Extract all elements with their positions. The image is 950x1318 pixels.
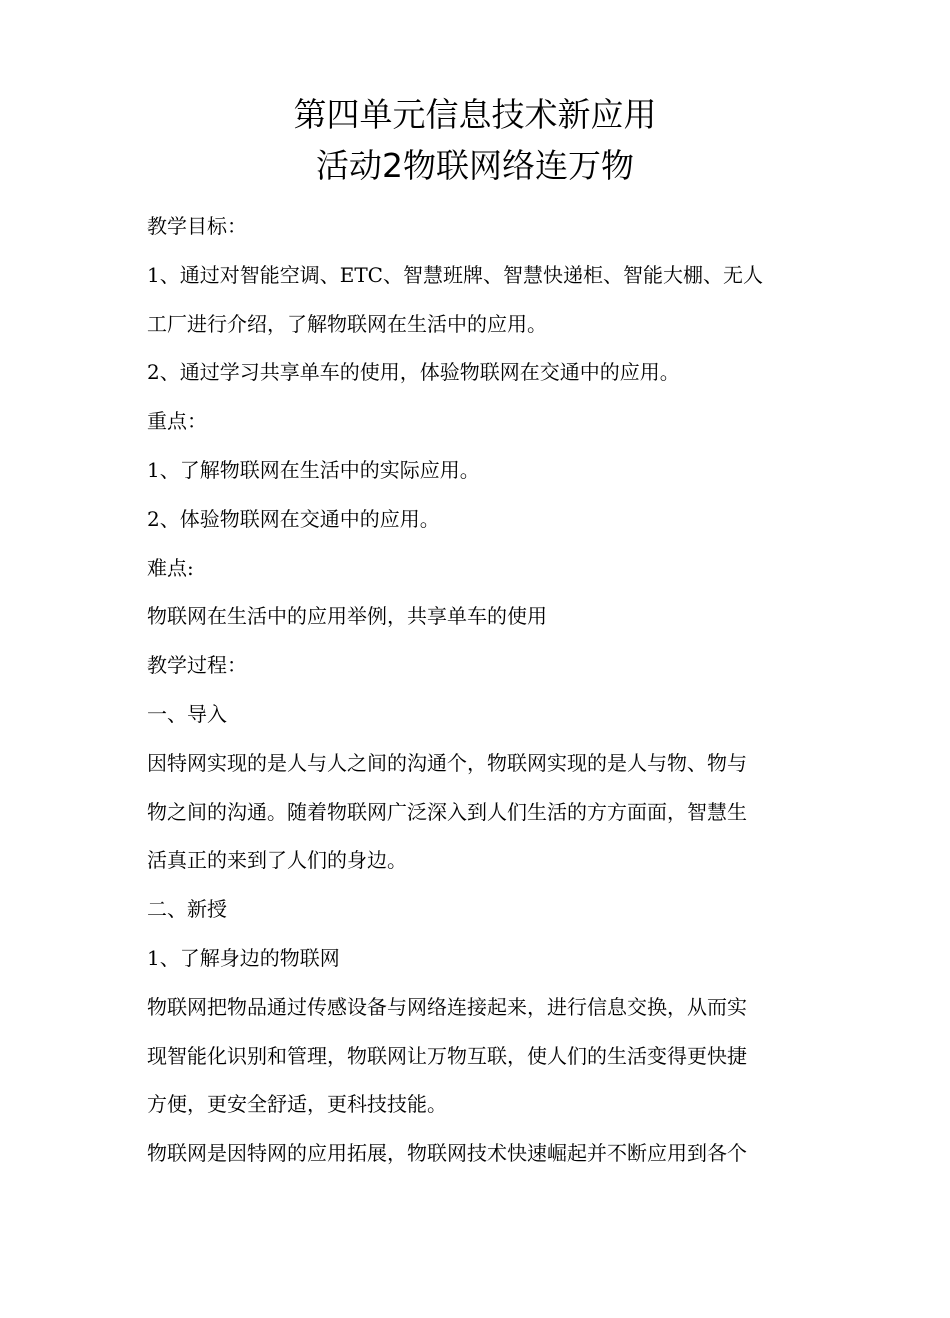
introduction-line-2: 物之间的沟通。随着物联网广泛深入到人们生活的方方面面，智慧生 — [147, 799, 747, 824]
goal-1-line-2: 工厂进行介绍，了解物联网在生活中的应用。 — [147, 311, 547, 336]
section-introduction: 一、导入 — [147, 701, 227, 726]
document-title-activity: 活动2物联网络连万物 — [316, 146, 634, 185]
section-new-lesson: 二、新授 — [147, 897, 227, 922]
document-body — [147, 202, 807, 1178]
introduction-line-3: 活真正的来到了人们的身边。 — [147, 848, 407, 873]
goal-1-line-1: 1、通过对智能空调、ETC、智慧班牌、智慧快递柜、智能大棚、无人 — [147, 262, 763, 287]
introduction-line-1: 因特网实现的是人与人之间的沟通个，物联网实现的是人与物、物与 — [147, 750, 747, 775]
iot-paragraph-line-1: 物联网把物品通过传感设备与网络连接起来，进行信息交换，从而实 — [147, 994, 747, 1019]
subsection-iot-around-us: 1、了解身边的物联网 — [147, 945, 340, 970]
key-point-1: 1、了解物联网在生活中的实际应用。 — [147, 457, 480, 482]
heading-teaching-process: 教学过程： — [147, 653, 247, 678]
key-point-2: 2、体验物联网在交通中的应用。 — [147, 506, 440, 531]
difficulty-text: 物联网在生活中的应用举例，共享单车的使用 — [147, 604, 547, 629]
document-title-unit: 第四单元信息技术新应用 — [293, 95, 657, 134]
heading-key-points: 重点： — [147, 409, 207, 434]
goal-2: 2、通过学习共享单车的使用，体验物联网在交通中的应用。 — [147, 360, 680, 385]
iot-paragraph-line-2: 现智能化识别和管理，物联网让万物互联，使人们的生活变得更快捷 — [147, 1043, 747, 1068]
iot-paragraph-line-3: 方便，更安全舒适，更科技技能。 — [147, 1092, 447, 1117]
iot-extension-line-1: 物联网是因特网的应用拓展，物联网技术快速崛起并不断应用到各个 — [147, 1141, 747, 1166]
heading-teaching-goals: 教学目标： — [147, 214, 247, 238]
heading-difficulties: 难点: — [147, 555, 194, 580]
